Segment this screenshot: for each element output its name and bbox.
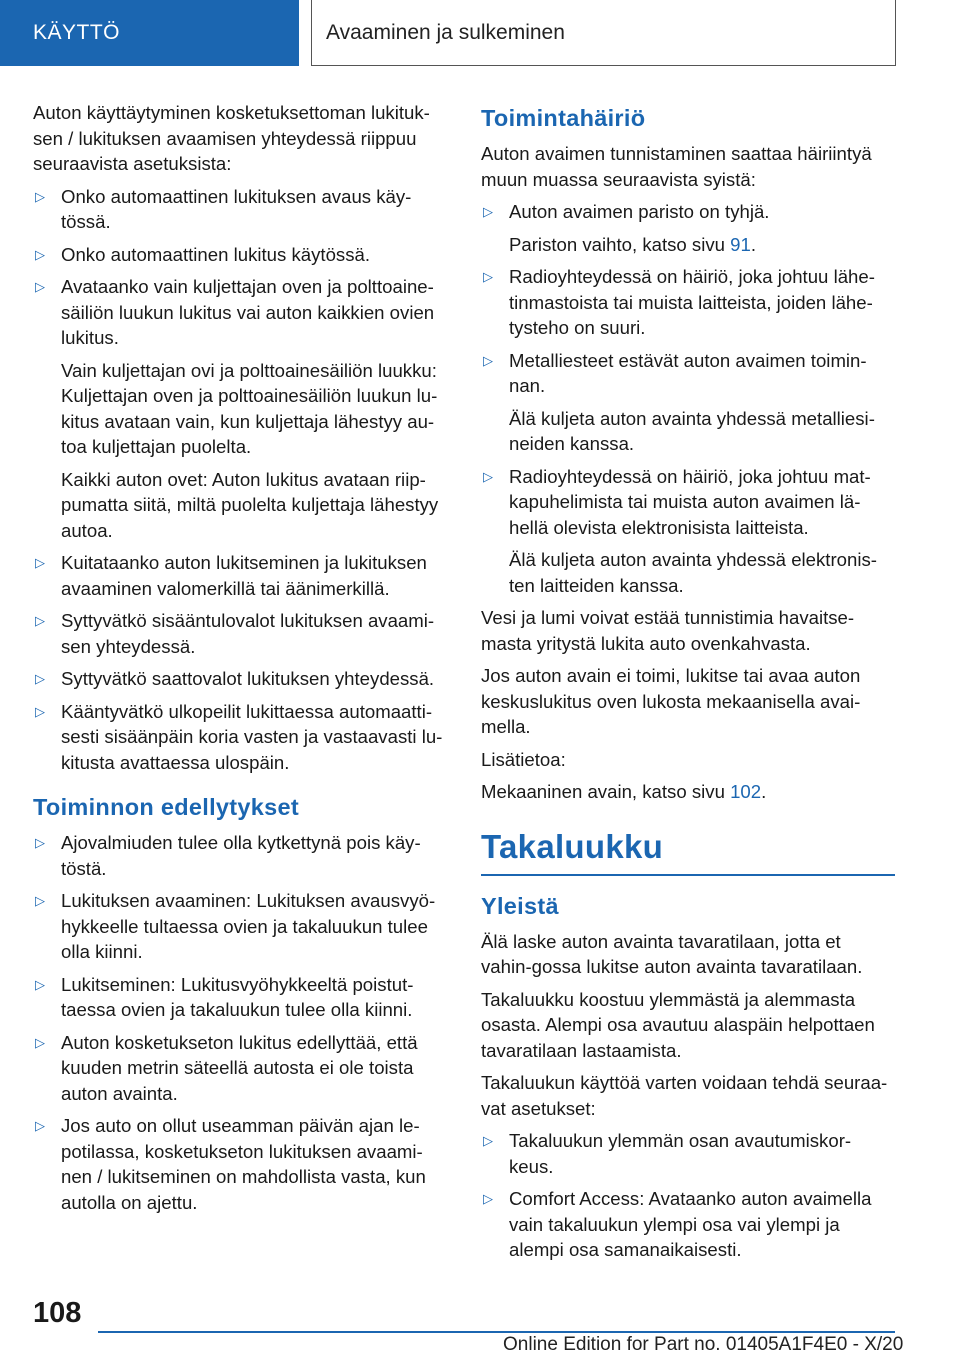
snow-paragraph: Vesi ja lumi voivat estää tunnistimia havaitse-masta yritystä lukita auto ovenkahvasta.: [481, 607, 855, 654]
malfunction-intro: Auton avaimen tunnistaminen saattaa häiriintyä muun muassa seuraavista syistä:: [481, 143, 872, 190]
chapter-title: Avaaminen ja sulkeminen: [326, 20, 565, 44]
list-item: ▷ Lukitseminen: Lukitusvyöhykkeeltä poistut-taessa ovien ja takaluukun tulee olla kiinni.: [35, 973, 414, 1020]
sub-paragraph: Pariston vaihto, katso sivu 91.: [509, 233, 757, 255]
list-item: ▷ Radioyhteydessä on häiriö, joka johtuu mat-kapuhelimista tai muista auton avaimen lä-hellä olevista elektronisista laitteista. Älä kuljeta auton avainta yhdessä elektronis-ten laitteiden kanssa.: [481, 464, 895, 599]
triangle-bullet-icon: ▷: [35, 703, 45, 719]
edition-footer: Online Edition for Part no. 01405A1F4E0 - X/20: [503, 1334, 904, 1355]
list-item: ▷ Auton avaimen paristo on tyhjä. Pariston vaihto, katso sivu 91.: [481, 199, 895, 257]
triangle-bullet-icon: ▷: [483, 204, 493, 219]
triangle-bullet-icon: ▷: [35, 246, 45, 262]
list-item: ▷ Takaluukun ylemmän osan avautumiskor-keus.: [483, 1130, 852, 1177]
triangle-bullet-icon: ▷: [35, 893, 45, 908]
triangle-bullet-icon: ▷: [483, 1191, 493, 1206]
page-number: 108: [33, 1297, 82, 1329]
list-item: ▷ Comfort Access: Avataanko auton avaimella vain takaluukun ylempi osa vai ylempi ja alempi osa samanaikaisesti.: [483, 1188, 872, 1260]
intro-paragraph: Auton käyttäytyminen kosketuksettoman lukituk-sen / lukituksen avaamisen yhteydessä riippuu seuraavista asetuksista:: [33, 102, 430, 174]
more-info-label: Lisätietoa:: [481, 748, 566, 770]
sub-paragraph: Kaikki auton ovet: Auton lukitus avataan riip-pumatta siitä, miltä puolelta kuljettaja lähestyy autoa.: [61, 468, 439, 541]
tailgate-heading: Takaluukku: [481, 827, 895, 876]
section-tab: [0, 0, 299, 66]
list-item: ▷ Metalliesteet estävät auton avaimen toimin-nan. Älä kuljeta auton avainta yhdessä metalliesi-neiden kanssa.: [481, 348, 895, 457]
warning-paragraph: Älä laske auton avainta tavaratilaan, jotta et vahin-gossa lukitse auton avainta tavaratilaan.: [481, 930, 863, 977]
footer-divider: [98, 1331, 895, 1333]
tailgate-parts-paragraph: Takaluukku koostuu ylemmästä ja alemmasta osasta. Alempi osa avautuu alaspäin helpottaen tavaratilaan lastaamista.: [481, 988, 875, 1061]
triangle-bullet-icon: ▷: [35, 188, 45, 204]
triangle-bullet-icon: ▷: [483, 468, 493, 484]
page-link-91[interactable]: 91: [730, 233, 751, 255]
requirements-heading: Toiminnon edellytykset: [33, 794, 300, 820]
triangle-bullet-icon: ▷: [35, 671, 45, 686]
list-item: ▷ Onko automaattinen lukituksen avaus käy-tössä.: [35, 185, 412, 232]
left-column: [33, 100, 445, 1222]
triangle-bullet-icon: ▷: [35, 1034, 45, 1050]
list-item: ▷ Jos auto on ollut useamman päivän ajan le-potilassa, kosketukseton lukituksen avaami-nen / lukitseminen on mahdollista vasta, kun autolla on ajettu.: [35, 1115, 426, 1213]
triangle-bullet-icon: ▷: [35, 835, 45, 850]
sub-paragraph: Vain kuljettajan ovi ja polttoainesäiliön luukku: Kuljettajan oven ja polttoainesäiliön luukun lu-kitus avataan vain, kun kuljettaja lähestyy au-toa kuljettajan puolelta.: [61, 359, 438, 457]
triangle-bullet-icon: ▷: [35, 976, 45, 992]
causes-list: [481, 199, 895, 598]
settings-list: [33, 184, 445, 776]
triangle-bullet-icon: ▷: [35, 555, 45, 570]
page-link-102[interactable]: 102: [730, 781, 762, 802]
triangle-bullet-icon: ▷: [35, 1118, 45, 1133]
mechanical-key-reference: Mekaaninen avain, katso sivu 102.: [481, 781, 767, 802]
triangle-bullet-icon: ▷: [483, 269, 493, 284]
sub-paragraph: Älä kuljeta auton avainta yhdessä elektronis-ten laitteiden kanssa.: [509, 549, 877, 596]
triangle-bullet-icon: ▷: [483, 352, 493, 368]
sub-paragraph: Älä kuljeta auton avainta yhdessä metalliesi-neiden kanssa.: [509, 407, 875, 454]
tailgate-settings-list: [481, 1128, 895, 1263]
right-column: [481, 104, 895, 1270]
malfunction-heading: Toimintahäiriö: [481, 105, 646, 131]
triangle-bullet-icon: ▷: [35, 613, 45, 628]
requirements-list: [33, 830, 445, 1215]
list-item: ▷ Kääntyvätkö ulkopeilit lukittaessa automaatti-sesti sisäänpäin koria vasten ja vastaavasti lu-kitusta avattaessa ulospäin.: [35, 700, 443, 773]
tailgate-settings-intro: Takaluukun käyttöä varten voidaan tehdä seuraa-vat asetukset:: [481, 1072, 888, 1119]
list-item: ▷ Radioyhteydessä on häiriö, joka johtuu lähe-tinmastoista tai muista laitteista, joiden lähe-tysteho on suuri.: [483, 266, 875, 338]
list-item: ▷ Auton kosketukseton lukitus edellyttää, että kuuden metrin säteellä autosta ei ole toista auton avainta.: [35, 1031, 418, 1104]
list-item: ▷ Syttyvätkö saattovalot lukituksen yhteydessä.: [33, 666, 445, 692]
triangle-bullet-icon: ▷: [35, 279, 45, 294]
list-item: ▷ Lukituksen avaaminen: Lukituksen avausvyö-hykkeelle tultaessa ovien ja takaluukun tulee olla kiinni.: [35, 890, 436, 962]
list-item: ▷ Ajovalmiuden tulee olla kytkettynä pois käy-töstä.: [35, 832, 421, 879]
list-item: ▷ Syttyvätkö sisääntulovalot lukituksen avaami-sen yhteydessä.: [35, 610, 435, 657]
list-item: ▷ Kuitataanko auton lukitseminen ja lukituksen avaaminen valomerkillä tai äänimerkillä.: [35, 552, 427, 599]
triangle-bullet-icon: ▷: [483, 1133, 493, 1148]
general-heading: Yleistä: [481, 892, 559, 919]
list-item: ▷ Avataanko vain kuljettajan oven ja polttoaine-säiliön luukun lukitus vai auton kaikkien ovien lukitus. Vain kuljettajan ovi ja polttoainesäiliön luukku: Kuljettajan oven ja polttoainesäiliön luukun lu-kitus avataan vain, kun kuljettaja lähestyy au-toa kuljettajan puolelta. Kaikki auton ovet: Auton lukitus avataan riip-pumatta siitä, miltä puolelta kuljettaja lähestyy autoa.: [33, 274, 445, 543]
section-title: KÄYTTÖ: [33, 21, 121, 44]
list-item: ▷ Onko automaattinen lukitus käytössä.: [33, 242, 445, 268]
chapter-header: [311, 0, 896, 66]
mechanical-key-paragraph: Jos auton avain ei toimi, lukitse tai avaa auton keskuslukitus oven lukosta mekaanisella avai-mella.: [481, 665, 861, 737]
